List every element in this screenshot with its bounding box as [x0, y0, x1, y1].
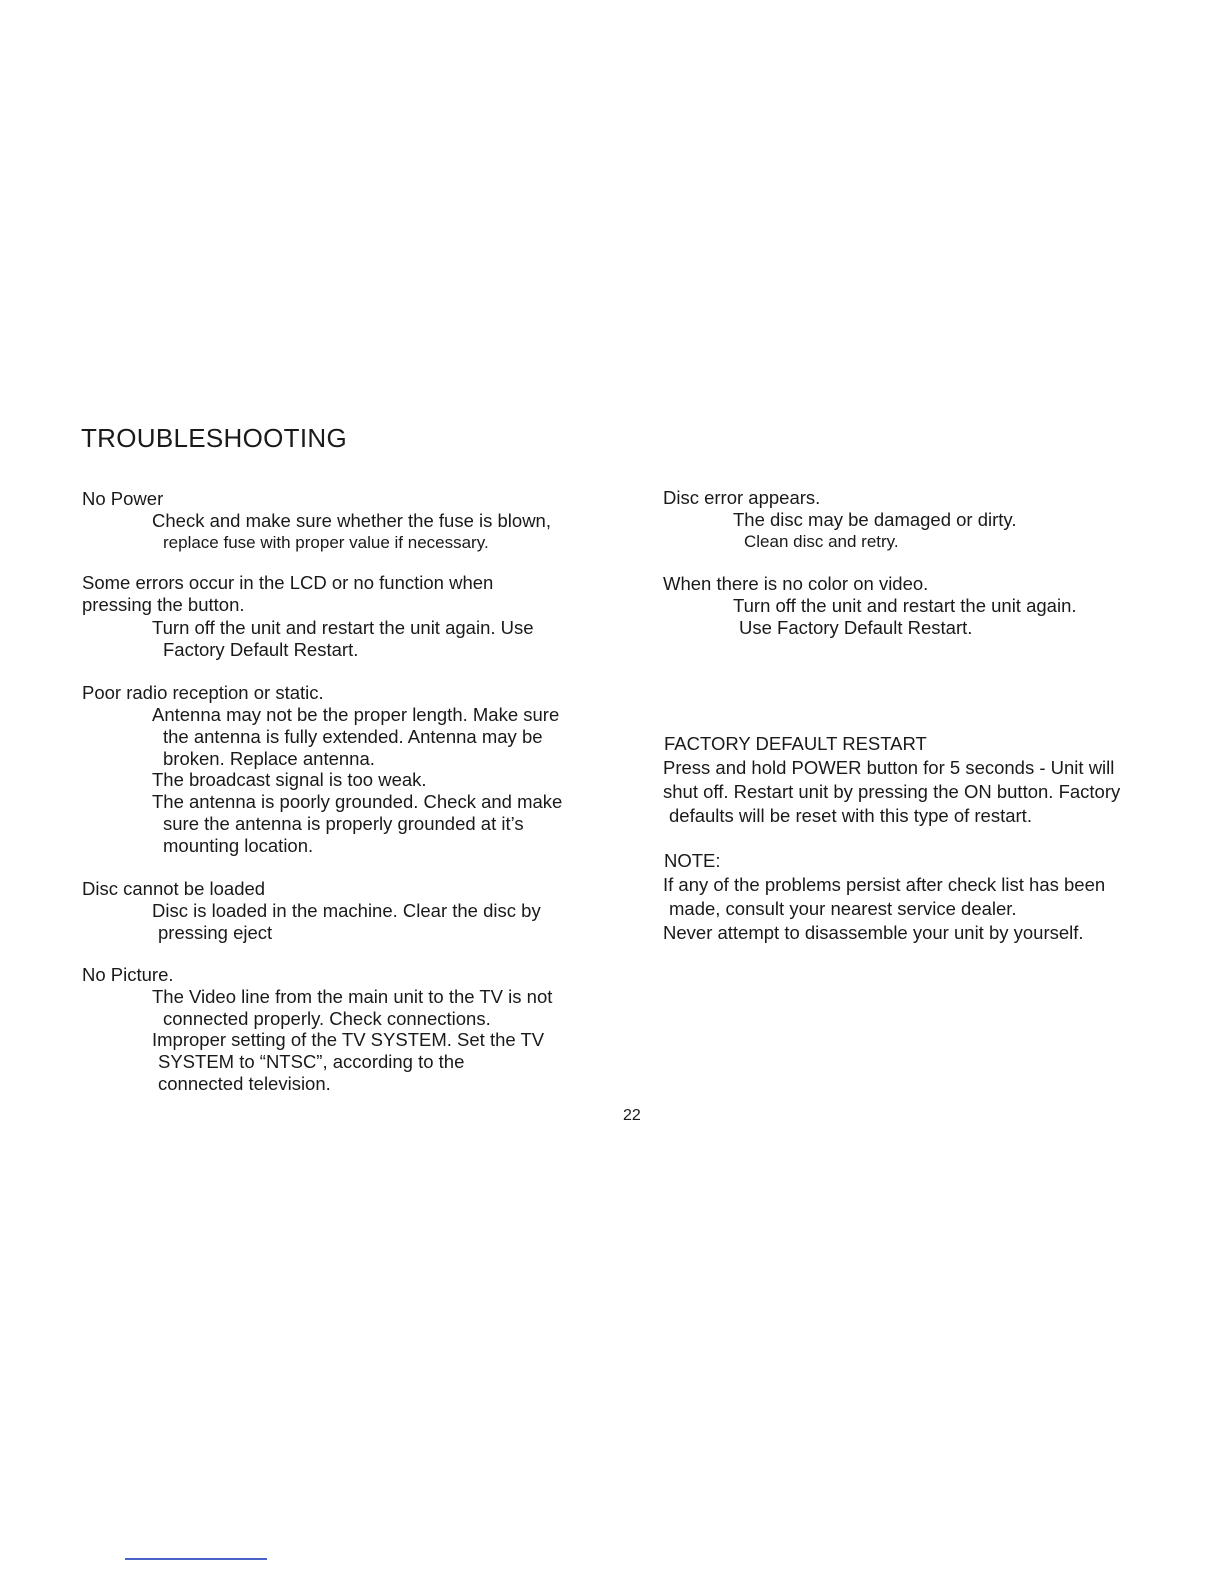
text-line: Improper setting of the TV SYSTEM. Set the TV: [152, 1029, 545, 1050]
text-line: Antenna may not be the proper length. Make sure: [152, 704, 560, 725]
text-line: shut off. Restart unit by pressing the ON button. Factory: [663, 781, 1121, 802]
section-heading-factory-default: FACTORY DEFAULT RESTART: [664, 733, 927, 754]
text-line: mounting location.: [163, 835, 314, 856]
text-line: broken. Replace antenna.: [163, 748, 375, 769]
text-line: If any of the problems persist after check list has been: [663, 874, 1106, 895]
text-line: pressing eject: [158, 922, 273, 943]
page-title: TROUBLESHOOTING: [81, 423, 347, 453]
section-heading-lcd-errors: Some errors occur in the LCD or no function when: [82, 572, 494, 593]
section-heading-no-power: No Power: [82, 488, 164, 509]
text-line: Check and make sure whether the fuse is blown,: [152, 510, 551, 531]
text-line: connected properly. Check connections.: [163, 1008, 491, 1029]
text-line: connected television.: [158, 1073, 331, 1094]
text-line: Factory Default Restart.: [163, 639, 359, 660]
section-heading-lcd-errors-cont: pressing the button.: [82, 594, 245, 615]
text-line: Use Factory Default Restart.: [739, 617, 973, 638]
text-line: made, consult your nearest service dealer.: [669, 898, 1017, 919]
text-line: defaults will be reset with this type of restart.: [669, 805, 1032, 826]
section-heading-no-picture: No Picture.: [82, 964, 174, 985]
text-line: SYSTEM to “NTSC”, according to the: [158, 1051, 465, 1072]
text-line: Clean disc and retry.: [744, 532, 899, 551]
section-heading-poor-radio: Poor radio reception or static.: [82, 682, 324, 703]
text-line: Turn off the unit and restart the unit again. Use: [152, 617, 534, 638]
section-heading-disc-cannot-load: Disc cannot be loaded: [82, 878, 266, 899]
footer-rule: [125, 1558, 267, 1560]
text-line: the antenna is fully extended. Antenna may be: [163, 726, 543, 747]
section-heading-disc-error: Disc error appears.: [663, 487, 821, 508]
text-line: The antenna is poorly grounded. Check and make: [152, 791, 563, 812]
text-line: replace fuse with proper value if necessary.: [163, 533, 489, 552]
text-line: The disc may be damaged or dirty.: [733, 509, 1017, 530]
text-line: The broadcast signal is too weak.: [152, 769, 427, 790]
section-heading-no-color: When there is no color on video.: [663, 573, 929, 594]
page-number: 22: [623, 1107, 641, 1124]
text-line: Disc is loaded in the machine. Clear the disc by: [152, 900, 541, 921]
text-line: sure the antenna is properly grounded at it’s: [163, 813, 524, 834]
text-line: Turn off the unit and restart the unit again.: [733, 595, 1077, 616]
text-line: Press and hold POWER button for 5 seconds - Unit will: [663, 757, 1115, 778]
section-heading-note: NOTE:: [664, 850, 721, 871]
text-line: Never attempt to disassemble your unit by yourself.: [663, 922, 1084, 943]
text-line: The Video line from the main unit to the TV is not: [152, 986, 553, 1007]
